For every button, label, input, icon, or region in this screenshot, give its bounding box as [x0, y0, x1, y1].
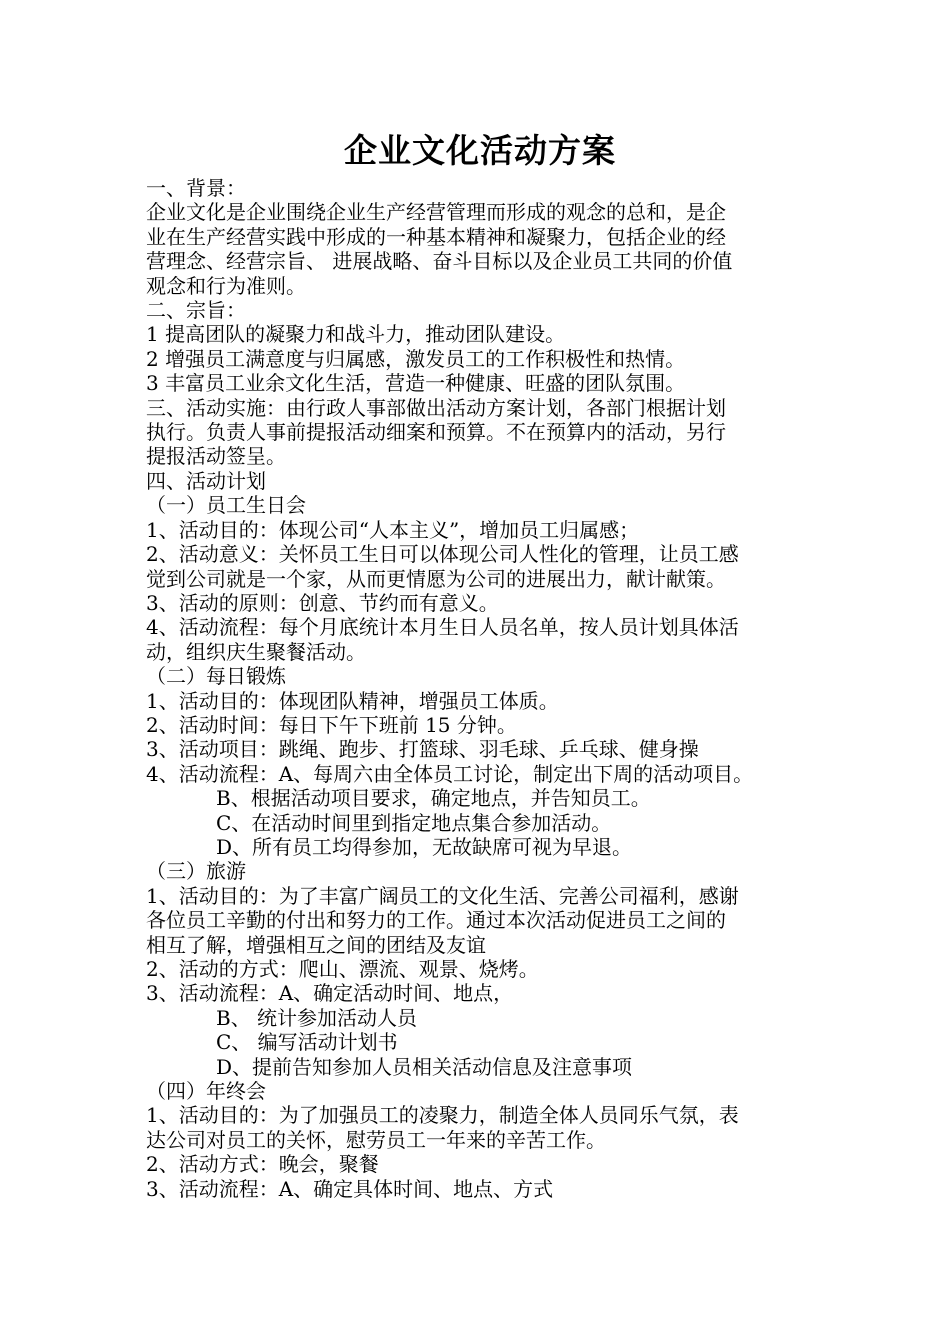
- text-line: C、 编写活动计划书: [216, 1030, 398, 1055]
- text-line: 提报活动签呈。: [146, 444, 286, 469]
- text-line: 观念和行为准则。: [146, 273, 306, 298]
- text-line: 1、活动目的：体现团队精神，增强员工体质。: [146, 688, 559, 713]
- text-line: B、 统计参加活动人员: [216, 1005, 418, 1030]
- text-line: B、根据活动项目要求，确定地点，并告知员工。: [216, 786, 651, 811]
- text-line: 觉到公司就是一个家，从而更情愿为公司的进展出力，献计献策。: [146, 566, 726, 591]
- text-line: 营理念、经营宗旨、 进展战略、奋斗目标以及企业员工共同的价值: [146, 249, 733, 274]
- text-line: 3 丰富员工业余文化生活，营造一种健康、旺盛的团队氛围。: [146, 371, 686, 396]
- text-line: 企业文化是企业围绕企业生产经营管理而形成的观念的总和，是企: [146, 200, 726, 225]
- text-line: （三）旅游: [146, 859, 246, 884]
- text-line: 3、活动流程：A、确定具体时间、地点、方式: [146, 1176, 554, 1201]
- text-line: 2、活动时间：每日下午下班前 15 分钟。: [146, 712, 517, 737]
- text-line: 四、活动计划: [146, 468, 266, 493]
- text-line: D、所有员工均得参加，无故缺席可视为早退。: [216, 834, 633, 859]
- text-line: 4、活动流程：每个月底统计本月生日人员名单，按人员计划具体活: [146, 615, 739, 640]
- text-line: 2、活动的方式：爬山、漂流、观景、烧烤。: [146, 957, 539, 981]
- text-line: 一、背景：: [146, 176, 246, 200]
- text-line: 2 增强员工满意度与归属感，激发员工的工作积极性和热情。: [146, 346, 686, 371]
- text-line: 相互了解，增强相互之间的团结及友谊: [146, 932, 486, 957]
- text-line: D、提前告知参加人员相关活动信息及注意事项: [216, 1054, 633, 1079]
- text-line: 三、活动实施：由行政人事部做出活动方案计划，各部门根据计划: [146, 395, 726, 420]
- document-page: [146, 128, 814, 1201]
- text-line: 3、活动流程：A、确定活动时间、地点，: [146, 981, 514, 1006]
- text-line: 3、活动的原则：创意、节约而有意义。: [146, 590, 499, 615]
- text-line: 2、活动方式：晚会，聚餐: [146, 1152, 379, 1177]
- text-line: C、在活动时间里到指定地点集合参加活动。: [216, 810, 612, 835]
- text-line: 各位员工辛勤的付出和努力的工作。通过本次活动促进员工之间的: [146, 908, 726, 933]
- text-line: 动，组织庆生聚餐活动。: [146, 639, 366, 664]
- text-line: 达公司对员工的关怀，慰劳员工一年来的辛苦工作。: [146, 1127, 606, 1152]
- text-line: 二、宗旨：: [146, 298, 246, 323]
- text-line: 3、活动项目：跳绳、跑步、打篮球、羽毛球、乒乓球、健身操: [146, 737, 699, 762]
- text-line: 1 提高团队的凝聚力和战斗力，推动团队建设。: [146, 322, 566, 347]
- text-line: （四）年终会: [146, 1079, 266, 1104]
- text-line: 执行。负责人事前提报活动细案和预算。不在预算内的活动，另行: [146, 420, 726, 445]
- text-line: 1、活动目的：体现公司“人本主义”，增加员工归属感；: [146, 517, 640, 542]
- document-title: 企业文化活动方案: [344, 131, 616, 170]
- document-body: [146, 176, 814, 1201]
- text-line: （一）员工生日会: [146, 493, 306, 518]
- text-line: 2、活动意义：关怀员工生日可以体现公司人性化的管理，让员工感: [146, 542, 739, 567]
- text-line: 1、活动目的：为了丰富广阔员工的文化生活、完善公司福利，感谢: [146, 883, 739, 908]
- text-line: （二）每日锻炼: [146, 664, 286, 689]
- text-line: 1、活动目的：为了加强员工的凌聚力，制造全体人员同乐气氛，表: [146, 1103, 739, 1128]
- text-line: 业在生产经营实践中形成的一种基本精神和凝聚力，包括企业的经: [146, 224, 726, 249]
- text-line: 4、活动流程：A、每周六由全体员工讨论，制定出下周的活动项目。: [146, 761, 754, 786]
